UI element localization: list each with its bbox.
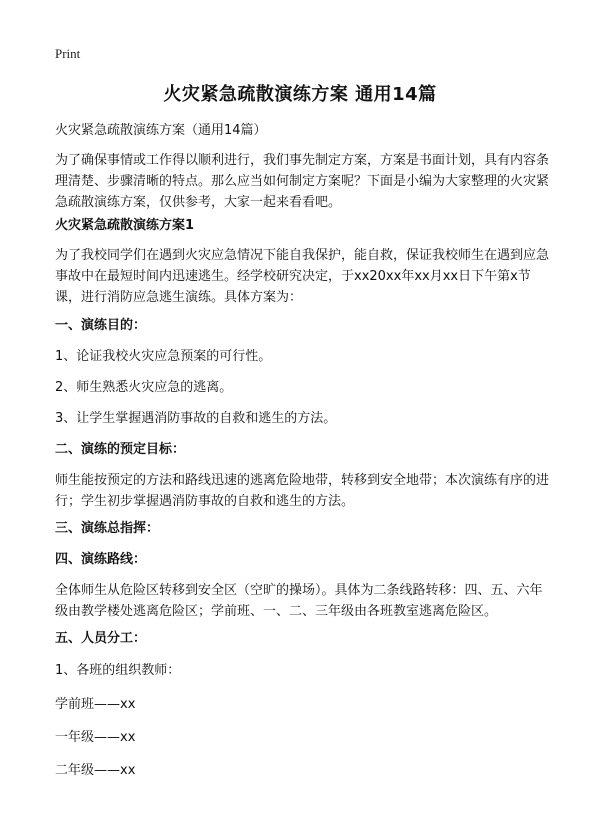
document-title: 火灾紧急疏散演练方案 通用14篇 (163, 84, 437, 105)
staff-line: 二年级——xx (55, 763, 136, 778)
print-link[interactable]: Print (55, 46, 81, 61)
staff-line: 学前班——xx (55, 697, 136, 712)
intro-paragraph: 为了确保事情或工作得以顺利进行，我们事先制定方案，方案是书面计划，具有内容条理清楚、步骤清晰的特点。那么应当如何制定方案呢？下面是小编为大家整理的火灾紧急疏散演练方案，仅供参考，大家一起来看看吧。 (55, 153, 550, 210)
list-item: 3、让学生掌握遇消防事故的自救和逃生的方法。 (55, 411, 337, 426)
heading-purpose: 一、演练目的： (55, 318, 147, 333)
route-paragraph: 全体师生从危险区转移到安全区（空旷的操场）。具体为二条线路转移：四、五、六年级由教学楼处逃离危险区；学前班、一、二、三年级由各班教室逃离危险区。 (55, 583, 543, 619)
heading-commander: 三、演练总指挥： (55, 521, 160, 536)
section-1-intro: 为了我校同学们在遇到火灾应急情况下能自我保护，能自救，保证我校师生在遇到应急事故中在最短时间内迅速逃生。经学校研究决定，于xx20xx年xx月xx日下午第x节课，进行消防应急逃生演练。具体方案为： (55, 248, 550, 305)
document-subtitle: 火灾紧急疏散演练方案（通用14篇） (55, 123, 267, 138)
heading-route: 四、演练路线： (55, 552, 147, 567)
list-item: 1、各班的组织教师： (55, 663, 181, 678)
heading-staff: 五、人员分工： (55, 631, 147, 646)
staff-line: 一年级——xx (55, 730, 136, 745)
heading-goals: 二、演练的预定目标： (55, 442, 186, 457)
list-item: 1、论证我校火灾应急预案的可行性。 (55, 349, 272, 364)
section-1-heading: 火灾紧急疏散演练方案1 (55, 218, 195, 233)
goals-paragraph: 师生能按预定的方法和路线迅速的逃离危险地带，转移到安全地带；本次演练有序的进行；学生初步掌握遇消防事故的自救和逃生的方法。 (55, 473, 550, 509)
list-item: 2、师生熟悉火灾应急的逃离。 (55, 380, 233, 395)
